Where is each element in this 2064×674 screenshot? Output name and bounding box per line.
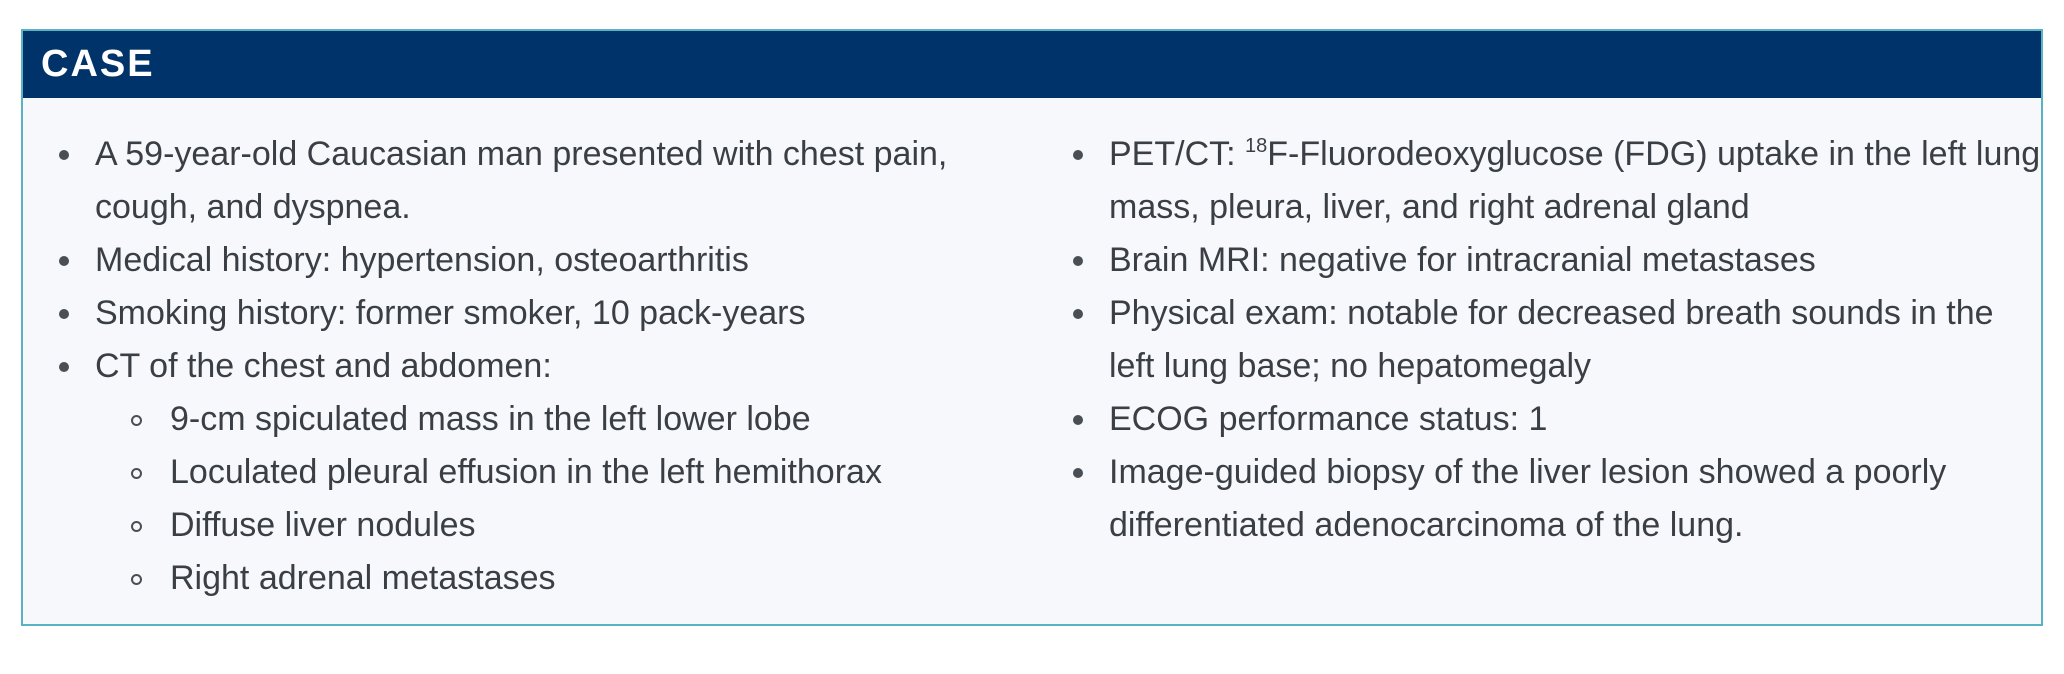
case-details-list	[54, 128, 1014, 605]
isotope-superscript: 18	[1245, 135, 1268, 157]
case-header	[23, 31, 2041, 98]
left-column	[54, 128, 1014, 605]
case-findings-list	[1068, 128, 2043, 552]
sub-item-pleural-effusion: Loculated pleural effusion in the left hemithorax	[54, 446, 1014, 499]
pet-ct-text: F-Fluorodeoxyglucose (FDG) uptake in the left lung mass, pleura, liver, and right adrenal gland	[1109, 135, 2041, 226]
list-item-ct: CT of the chest and abdomen:	[54, 340, 1014, 393]
sub-item-liver-nodules: Diffuse liver nodules	[54, 499, 1014, 552]
list-item-medical-history: Medical history: hypertension, osteoarthritis	[54, 234, 1014, 287]
list-item-physical-exam: Physical exam: notable for decreased breath sounds in the left lung base; no hepatomegaly	[1068, 287, 2043, 393]
list-item-presentation: A 59-year-old Caucasian man presented with chest pain, cough, and dyspnea.	[54, 128, 1014, 234]
case-box	[21, 29, 2043, 626]
list-item-brain-mri: Brain MRI: negative for intracranial metastases	[1068, 234, 2043, 287]
pet-ct-prefix: PET/CT:	[1109, 135, 1246, 173]
sub-item-mass: 9-cm spiculated mass in the left lower lobe	[54, 393, 1014, 446]
list-item-biopsy: Image-guided biopsy of the liver lesion showed a poorly differentiated adenocarcinoma of the lung.	[1068, 446, 2043, 552]
right-column	[1068, 128, 2043, 552]
list-item-pet-ct	[1068, 128, 2043, 234]
case-title: CASE	[41, 43, 155, 85]
list-item-ecog: ECOG performance status: 1	[1068, 393, 2043, 446]
list-item-smoking-history: Smoking history: former smoker, 10 pack-years	[54, 287, 1014, 340]
sub-item-adrenal-metastases: Right adrenal metastases	[54, 552, 1014, 605]
